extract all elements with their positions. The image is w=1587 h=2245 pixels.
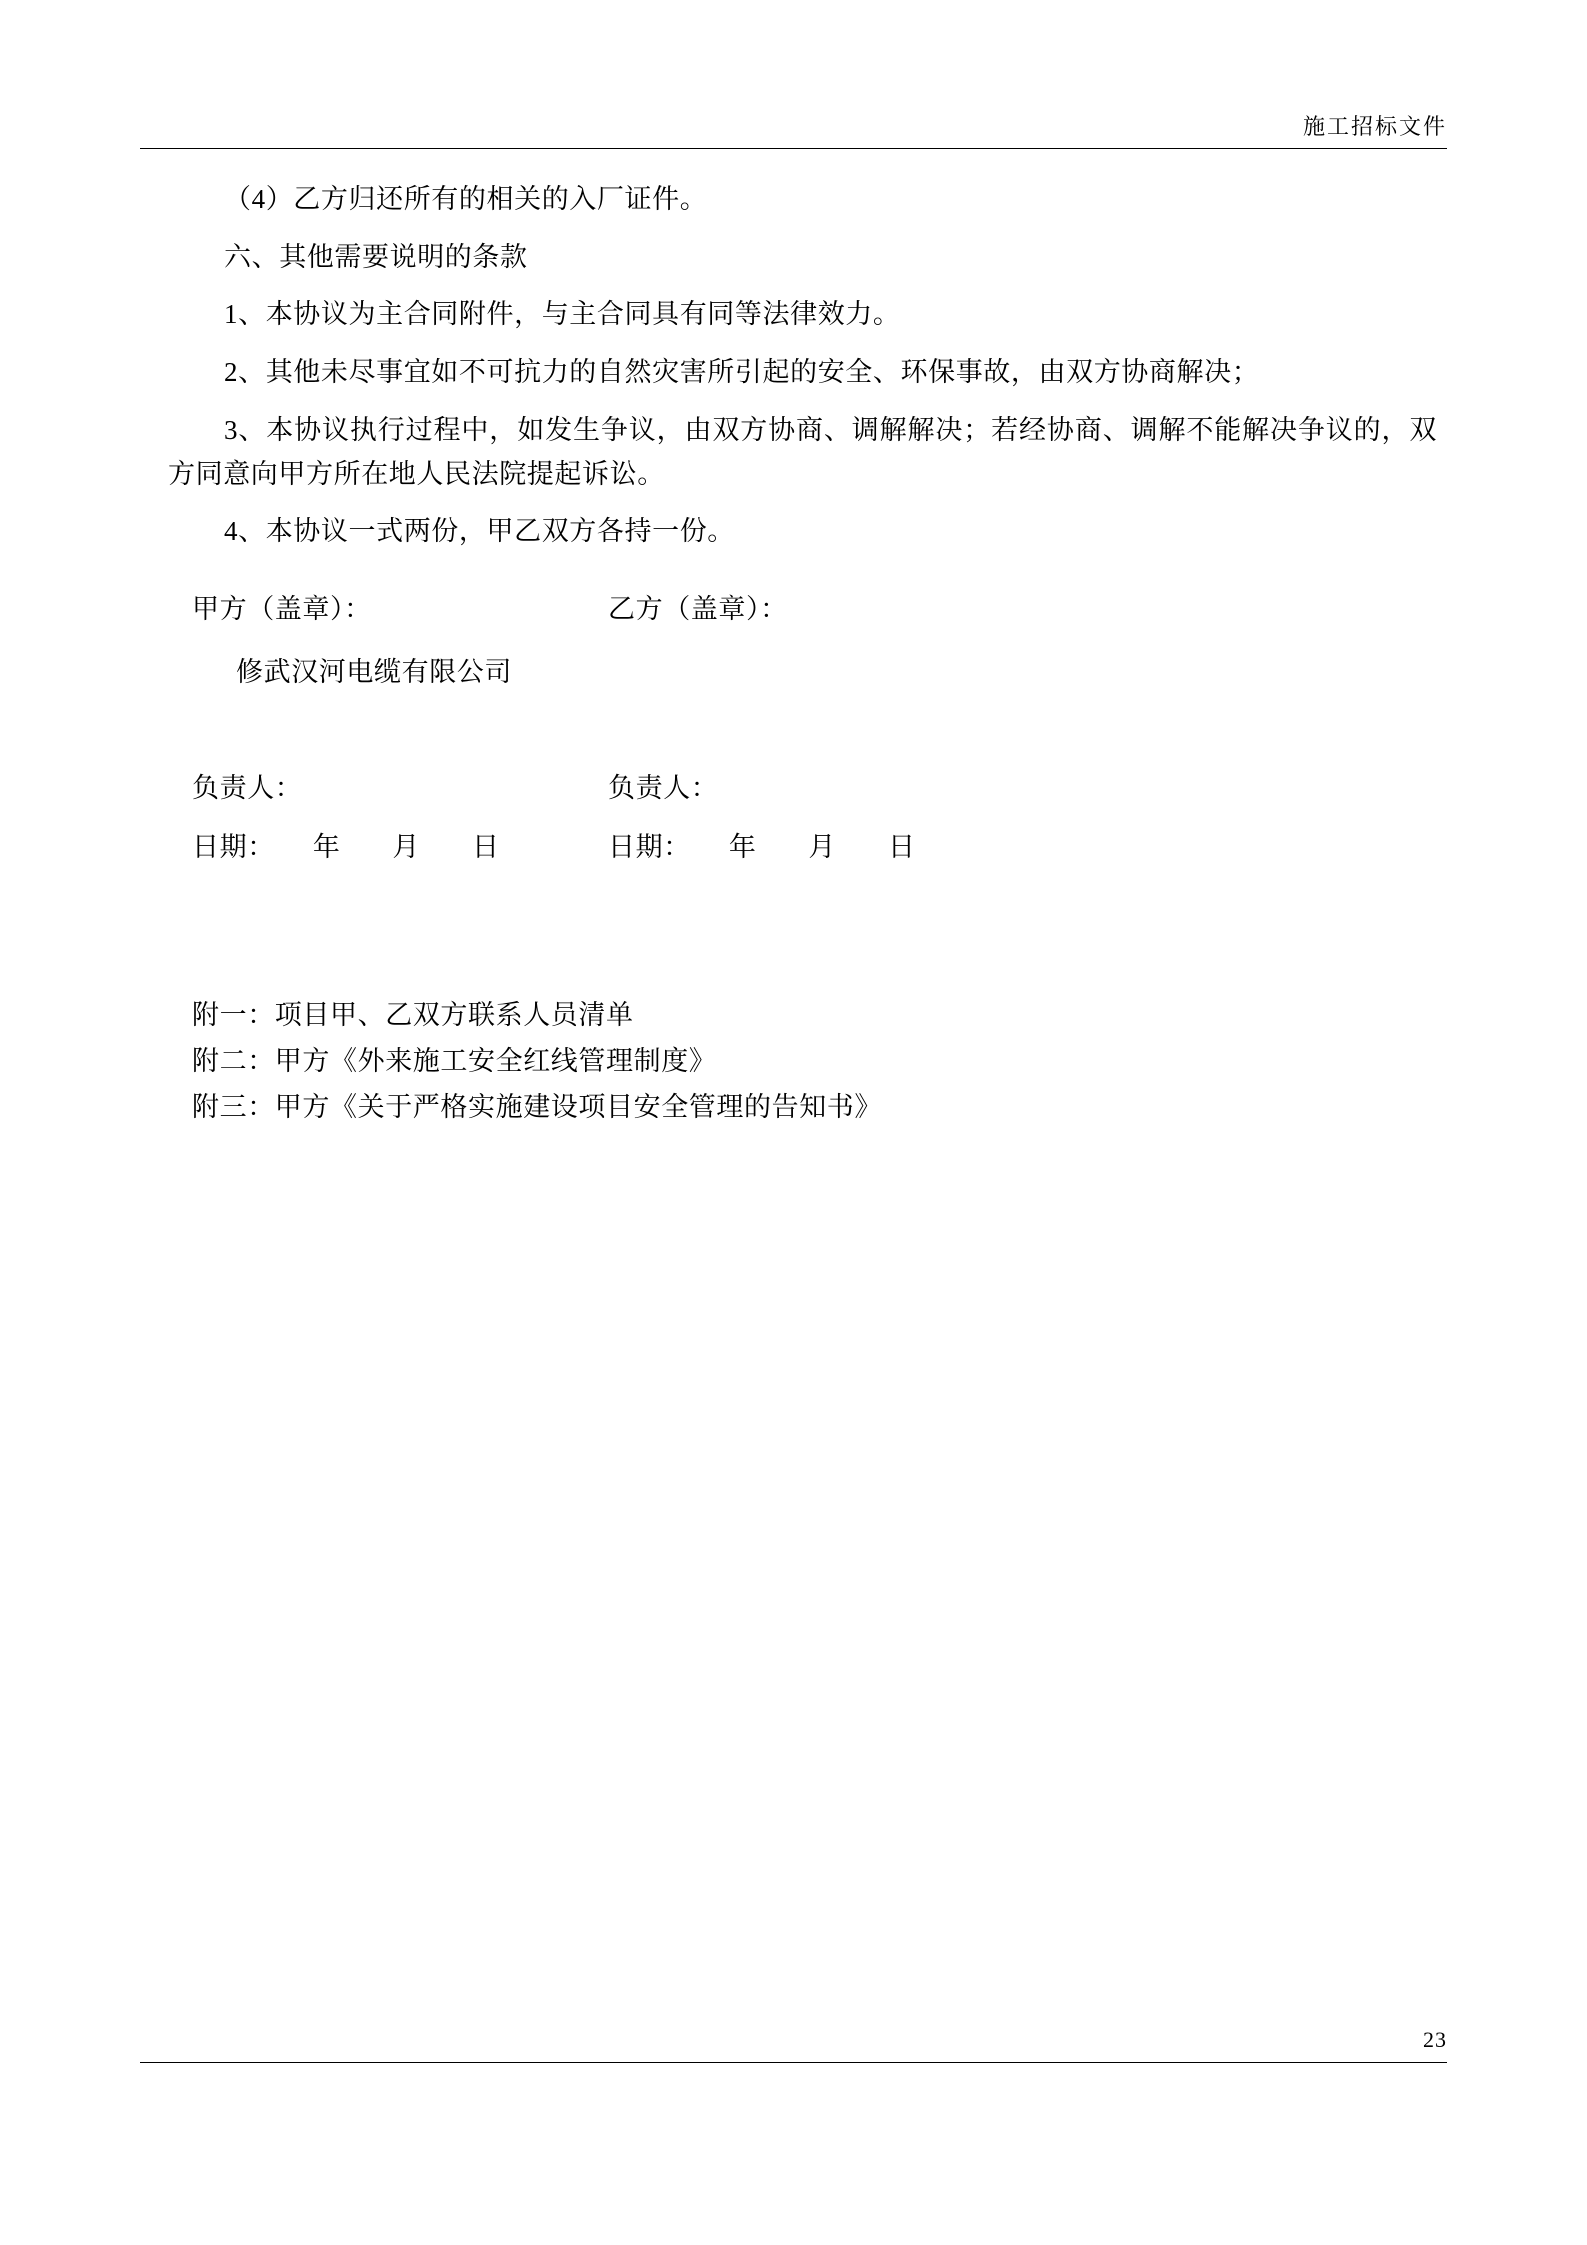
clause-1: 1、本协议为主合同附件，与主合同具有同等法律效力。	[224, 299, 901, 330]
responsible-person-row	[168, 767, 1437, 811]
attachment-item-2: 附二：甲方《外来施工安全红线管理制度》	[192, 1046, 717, 1077]
party-a-seal: 甲方（盖章）：	[192, 594, 372, 625]
seal-row	[168, 588, 1437, 632]
party-a-date-label: 日期：	[192, 831, 275, 862]
party-a-company-name: 修武汉河电缆有限公司	[236, 656, 512, 687]
footer-divider	[140, 2062, 1447, 2063]
section-heading-six: 六、其他需要说明的条款	[224, 241, 528, 272]
attachments-list	[168, 992, 1437, 1131]
attachment-item-1: 附一：项目甲、乙双方联系人员清单	[192, 999, 634, 1030]
party-b-date-day: 日	[888, 831, 916, 862]
clause-4: 4、本协议一式两份，甲乙双方各持一份。	[224, 516, 735, 547]
party-a-date	[168, 825, 588, 864]
signature-spacer	[168, 689, 1437, 767]
party-b-responsible-person: 负责人：	[608, 772, 719, 803]
party-a-date-year: 年	[312, 831, 341, 862]
page-number: 23	[1423, 2027, 1447, 2052]
party-a-responsible-person: 负责人：	[192, 772, 303, 803]
page-header	[140, 110, 1447, 141]
party-b-date-year: 年	[728, 831, 757, 862]
clause-2: 2、其他未尽事宜如不可抗力的自然灾害所引起的安全、环保事故，由双方协商解决；	[224, 357, 1260, 388]
party-b-date	[588, 825, 1008, 864]
attachment-item-3: 附三：甲方《关于严格实施建设项目安全管理的告知书》	[192, 1092, 882, 1123]
party-a-date-day: 日	[472, 831, 500, 862]
date-row	[168, 825, 1437, 864]
signature-block	[168, 588, 1437, 863]
header-title: 施工招标文件	[1302, 114, 1447, 139]
party-a-date-month: 月	[392, 831, 421, 862]
paragraph-item-4: （4）乙方归还所有的相关的入厂证件。	[224, 184, 708, 214]
party-b-date-month: 月	[808, 831, 837, 862]
document-body	[168, 178, 1437, 1131]
party-b-seal: 乙方（盖章）：	[608, 594, 788, 625]
header-divider	[140, 148, 1447, 149]
clause-3: 3、本协议执行过程中，如发生争议，由双方协商、调解解决；若经协商、调解不能解决争议的，双方同意向甲方所在地人民法院提起诉讼。	[168, 414, 1437, 489]
party-b-date-label: 日期：	[608, 831, 691, 862]
